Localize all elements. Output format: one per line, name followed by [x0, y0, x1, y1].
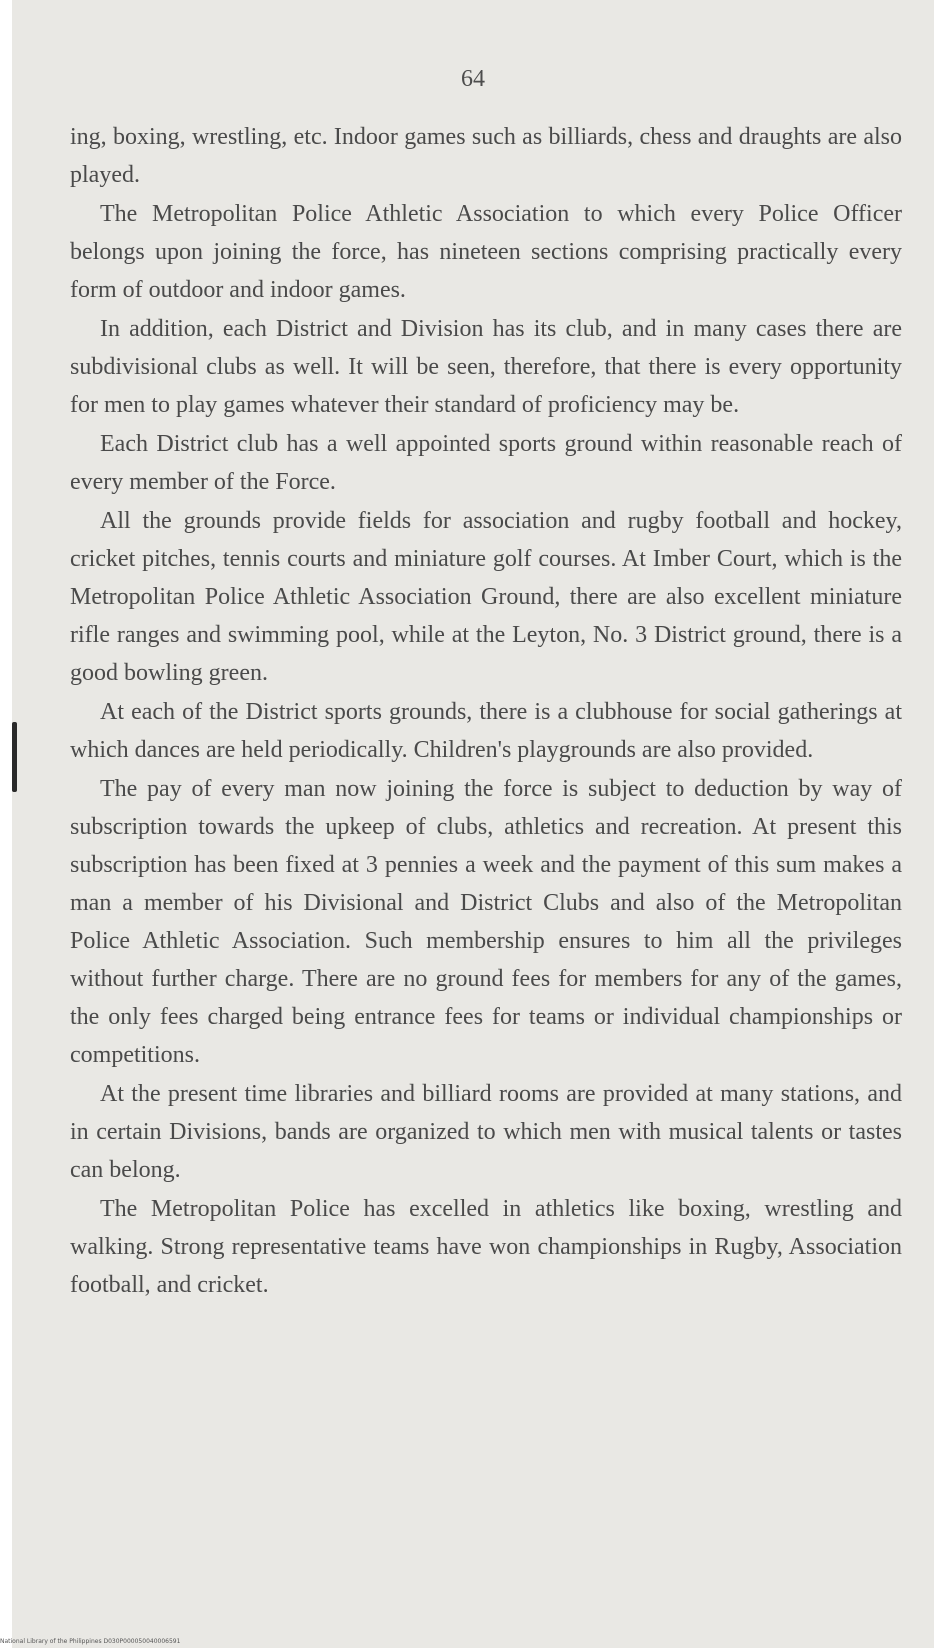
paragraph-libraries: At the present time libraries and billiard rooms are provided at many stations, and in certain Divisions, bands are organized to which men with musical talents or tastes can belong. [70, 1081, 902, 1183]
paragraph-grounds-facilities: All the grounds provide fields for association and rugby football and hockey, cricket pitches, tennis courts and miniature golf courses. At Imber Court, which is the Metropolitan Police Athletic Association Ground, there are also excellent miniature rifle ranges and swimming pool, while at the Leyton, No. 3 District ground, there is a good bowling green. [70, 508, 902, 686]
scan-left-margin [0, 0, 12, 1648]
page-number: 64 [461, 66, 485, 92]
body-text [70, 118, 902, 1305]
paragraph-athletic-association: The Metropolitan Police Athletic Association to which every Police Officer belongs upon joining the force, has nineteen sections comprising practically every form of outdoor and indoor games. [70, 201, 902, 303]
paragraph-sports-ground: Each District club has a well appointed sports ground within reasonable reach of every member of the Force. [70, 431, 902, 495]
paragraph-district-clubs: In addition, each District and Division has its club, and in many cases there are subdivisional clubs as well. It will be seen, therefore, that there is every opportunity for men to play games whatever their standard of proficiency may be. [70, 316, 902, 418]
paragraph-subscription: The pay of every man now joining the force is subject to deduction by way of subscription towards the upkeep of clubs, athletics and recreation. At present this subscription has been fixed at 3 pennies a week and the payment of this sum makes a man a member of his Divisional and District Clubs and also of the Metropolitan Police Athletic Association. Such membership ensures to him all the privileges without further charge. There are no ground fees for members for any of the games, the only fees charged being entrance fees for teams or individual championships or competitions. [70, 776, 902, 1068]
paragraph-clubhouse: At each of the District sports grounds, there is a clubhouse for social gatherings at which dances are held periodically. Children's playgrounds are also provided. [70, 699, 902, 763]
library-footer-label: National Library of the Philippines D030P000050040006591 [0, 1638, 181, 1645]
paragraph-continuation: ing, boxing, wrestling, etc. Indoor games such as billiards, chess and draughts are also played. [70, 124, 902, 188]
paragraph-championships: The Metropolitan Police has excelled in athletics like boxing, wrestling and walking. Strong representative teams have won championships in Rugby, Association football, and cricket. [70, 1196, 902, 1298]
binding-shadow-mark [12, 722, 17, 792]
scanned-page [12, 0, 934, 1648]
